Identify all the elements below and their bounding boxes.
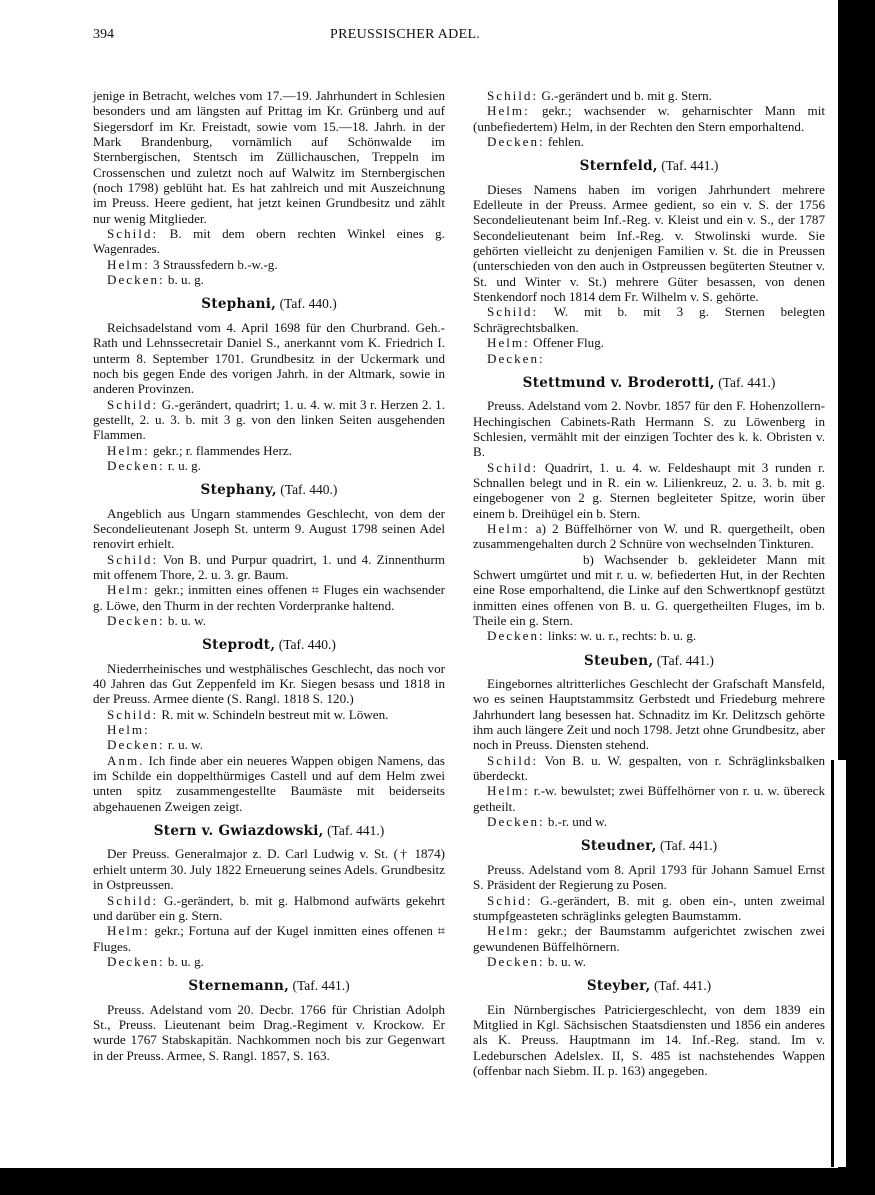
field-text: gekr.; inmitten eines offenen ⌗ Fluges ein wachsender g. Löwe, den Thurm in der rechten Vorderpranke haltend. [93,582,445,613]
blazon-field [93,613,445,628]
field-label: Schild: [107,706,159,722]
entry-name: Steyber, [586,978,651,995]
field-text: Offener Flug. [529,335,605,351]
blazon-field [473,893,825,924]
field-label: Decken: [487,628,545,644]
field-label: Schild: [487,88,539,103]
blazon-field [93,722,445,737]
field-label: Schild: [107,551,159,567]
blazon-field [93,923,445,954]
entry-name: Stettmund v. Broderotti, [522,374,715,391]
field-label: Decken: [487,350,545,366]
blazon-field [473,954,825,969]
plate-reference: (Taf. 441.) [653,978,712,994]
entry-heading [93,482,445,498]
field-label: Helm: [487,923,530,939]
blazon-field [473,88,825,103]
plate-reference: (Taf. 441.) [718,374,776,390]
field-label: Schild: [107,892,159,908]
field-text: 3 Straussfedern b.-w.-g. [149,256,278,272]
field-text: fehlen. [544,134,584,150]
entry-heading [93,637,445,653]
field-label: Decken: [107,613,165,628]
field-text: G.-gerändert und b. mit g. Stern. [538,88,712,103]
body-paragraph: Preuss. Adelstand vom 20. Decbr. 1766 für Christian Adolph St., Preuss. Lieutenant beim Drag.-Regiment v. Krockow. Er wurde 1767 Stabskapitän. Nachkommen noch bis zur Gegenwart in der Preuss. Armee, S. Rangl. 1857, S. 163. [93,1001,445,1063]
field-text: b. u. w. [544,953,586,969]
entry-heading [93,823,445,839]
entry-heading [473,158,825,174]
blazon-field [473,923,825,954]
entry-name: Stern v. Gwiazdowski, [153,823,324,840]
field-text: r. u. g. [164,457,201,473]
blazon-field [93,443,445,458]
page-number: 394 [93,27,114,42]
body-paragraph: Preuss. Adelstand vom 2. Novbr. 1857 für den F. Hohenzollern-Hechingischen Cabinets-Rath Hermann S. zu Löwenberg in Schlesien, vermählt mit der einzigen Tochter des k. k. Obristen v. B. [473,398,825,460]
entry-name: Sternemann, [188,978,290,995]
blazon-field [473,521,825,552]
field-text: r.-w. bewulstet; zwei Büffelhörner von r. u. w. übereck getheilt. [473,783,825,814]
blazon-field [93,954,445,969]
field-label: Helm: [107,923,150,939]
field-label: Decken: [107,457,165,473]
field-text: G.-gerändert, b. mit g. Halbmond aufwärts gekehrt und darüber ein g. Stern. [93,892,445,923]
blazon-field [473,814,825,829]
blazon-field [93,272,445,287]
running-title: PREUSSISCHER ADEL. [330,27,481,42]
field-text: B. mit dem obern rechten Winkel eines g. Wagenrades. [93,226,445,257]
field-label: Helm: [107,722,150,738]
field-text: Von B. u. W. gespalten, von r. Schräglinksbalken überdeckt. [473,752,825,784]
field-label: Decken: [107,953,165,969]
field-text: gekr.; der Baumstamm aufgerichtet zwischen zwei gewundenen Büffelhörnern. [473,923,825,954]
field-text: links: w. u. r., rechts: b. u. g. [544,628,697,644]
field-label: Helm: [487,335,530,351]
entry-name: Steudner, [580,838,657,855]
blazon-field [93,893,445,924]
field-label: Schild: [487,752,539,768]
right-column [473,88,825,1078]
left-column [93,88,445,1063]
field-text: G.-gerändert, quadrirt; 1. u. 4. w. mit 3 r. Herzen 2. 1. gestellt, 2. u. 3. b. mit 3 g. von den linken Seiten ausgehenden Flammen. [93,396,445,443]
scan-edge-line [831,760,834,1167]
field-label: Schild: [107,396,159,412]
blazon-field [93,582,445,613]
blazon-field [473,103,825,134]
field-text: W. mit b. mit 3 g. Sternen belegten Schrägrechtsbalken. [473,304,825,335]
blazon-field [93,226,445,257]
field-label: Decken: [487,953,545,969]
field-label: Decken: [487,134,545,150]
body-paragraph: Ein Nürnbergisches Patriciergeschlecht, von dem 1839 ein Mitglied in Kgl. Sächsischen Staatsdiensten und 1856 ein anderes als K. Preuss. Hauptmann im 14. Inf.-Reg. stand. Im v. Ledeburschen Adelslex. II, S. 485 ist nachstehendes Wappen (offenbar nach Siebm. II. p. 163) angegeben. [473,1001,825,1078]
body-paragraph: Niederrheinisches und westphälisches Geschlecht, das noch vor 40 Jahren das Gut Zeppenfeld im Kr. Siegen besass und 1818 in der Preuss. Armee diente (S. Rangl. 1818 S. 120.) [93,660,445,707]
plate-reference: (Taf. 441.) [661,158,719,174]
plate-reference: (Taf. 441.) [292,978,350,994]
plate-reference: (Taf. 441.) [659,838,718,854]
body-paragraph: b) Wachsender b. gekleideter Mann mit Schwert umgürtet und mit r. u. w. befiederten Hut, in der Rechten eine Rose emporhaltend, die Linke auf den Schwertknopf gestützt inmitten eines offenen von B. u. G. quergetheilten Fluges, im b. Theile ein g. Stern. [473,551,825,628]
field-label: Helm: [487,520,530,536]
scan-edge [835,760,846,1167]
entry-name: Steuben, [584,652,654,669]
field-text: b. u. g. [164,272,204,288]
entry-heading [473,653,825,669]
body-paragraph: Angeblich aus Ungarn stammendes Geschlecht, von dem der Secondelieutenant Joseph St. unterm 9. August 1798 seinen Adel renovirt erhielt. [93,505,445,552]
entry-heading [473,838,825,854]
body-paragraph: jenige in Betracht, welches vom 17.—19. Jahrhundert in Schlesien besonders und am längsten auf Prittag im Kr. Grünberg und auf Siegersdorf im Kr. Freistadt, sowie vom 15.—18. Jahrh. in der Mark Brandenburg, vornämlich auf Schönwalde im Sternbergischen, Stentsch im Züllichauschen, Treppeln im Crossenschen und zuletzt noch auf Walwitz im Sternbergischen (noch 1798) geblüht hat. Es hat zahlreich und mit Auszeichnung im Preuss. Heere gedient, hat jetzt keinen Grundbesitz und zählt nur wenig Mitglieder. [93,88,445,226]
blazon-field [473,134,825,149]
plate-reference: (Taf. 440.) [279,296,337,312]
field-text: b. u. g. [164,953,204,969]
field-text: Von B. und Purpur quadrirt, 1. und 4. Zinnenthurm mit offenem Thore, 2. u. 3. gr. Baum. [93,551,445,582]
field-label: Helm: [107,582,150,598]
blazon-field [473,628,825,643]
field-text: Ich finde aber ein neueres Wappen obigen Namens, das im Schilde ein doppelthürmiges Castell und auf dem Helm zwei unten spitz zusammengestellte Baumäste mit beiderseits abgehauenen Zweigen zeigt. [93,752,445,814]
field-text: gekr.; r. flammendes Herz. [149,442,292,458]
blazon-field [93,397,445,443]
field-text: Quadrirt, 1. u. 4. w. Feldeshaupt mit 3 runden r. Schnallen belegt und in R. ein w. Lilienkreuz, 2. u. 3. b. mit g. eingebogener von 2 g. Sternen begleiteter Spitze, worin über einem b. Dreihügel ein b. Stern. [473,459,825,521]
blazon-field [93,257,445,272]
entry-name: Steprodt, [202,637,276,654]
field-text: R. mit w. Schindeln bestreut mit w. Löwen. [158,706,389,722]
plate-reference: (Taf. 441.) [656,652,714,668]
field-text: gekr.; wachsender w. geharnischter Mann mit (unbefiedertem) Helm, in der Rechten den Stern emporhaltend. [473,103,825,134]
field-text: G.-gerändert, B. mit g. oben ein-, unten zweimal stumpfgeasteten schräglinks gelegten Baumstamm. [473,892,825,923]
field-text: a) 2 Büffelhörner von W. und R. quergetheilt, oben zusammengehalten durch 2 Schnüre von wechselnden Tinkturen. [473,520,825,552]
field-label: Helm: [487,783,530,799]
field-text: b. u. w. [164,613,206,628]
entry-heading [93,978,445,994]
blazon-field [93,458,445,473]
blazon-field [473,335,825,350]
blazon-field [473,304,825,335]
field-label: Schild: [107,226,159,242]
entry-name: Stephani, [201,296,277,313]
blazon-field [93,707,445,722]
blazon-field [93,552,445,583]
field-label: Anm. [107,752,145,768]
field-label: Schid: [487,892,533,908]
field-label: Helm: [487,103,530,119]
field-label: Schild: [487,304,539,320]
body-paragraph: Preuss. Adelstand vom 8. April 1793 für Johann Samuel Ernst S. Präsident der Regierung zu Posen. [473,861,825,893]
body-paragraph: Reichsadelstand vom 4. April 1698 für den Churbrand. Geh.-Rath und Lehnssecretair Daniel S., anerkannt vom K. Friedrich I. unterm 8. September 1701. Grundbesitz in der Uckermark und noch bis gegen Ende des vorigen Jahrh. in der Altmark, sowie in anderen Provinzen. [93,319,445,397]
plate-reference: (Taf. 441.) [327,823,385,839]
blazon-field [473,351,825,366]
field-text: gekr.; Fortuna auf der Kugel inmitten eines offenen ⌗ Fluges. [93,923,445,954]
plate-reference: (Taf. 440.) [280,482,338,498]
field-label: Decken: [107,272,165,288]
field-label: Helm: [107,442,150,458]
blazon-field [93,753,445,814]
entry-heading [473,978,825,994]
blazon-field [473,783,825,814]
field-label: Schild: [487,459,539,475]
blazon-field [473,753,825,784]
entry-name: Stephany, [200,482,277,499]
field-text: b.-r. und w. [544,814,608,830]
plate-reference: (Taf. 440.) [278,637,336,653]
entry-name: Sternfeld, [579,158,658,175]
field-label: Decken: [107,737,165,753]
field-text: r. u. w. [164,737,204,753]
body-paragraph: Eingebornes altritterliches Geschlecht der Grafschaft Mansfeld, wo es seinen Hauptstammsitz Gerbstedt und Friedeburg mehrere Jahrhundert lang besessen hat. Schnaditz im Kr. Delitzsch gehörte ihm auch längere Zeit und noch 1798. Jetzt ohne Grundbesitz, aber noch in Preuss. Diensten stehend. [473,676,825,753]
entry-heading [93,296,445,312]
entry-heading [473,375,825,391]
body-paragraph: Dieses Namens haben im vorigen Jahrhundert mehrere Edelleute in der Preuss. Armee gedient, so ein v. S. der 1756 Secondelieutenant beim Inf.-Reg. v. Kleist und ein v. S., der 1787 Secondelieutenant beim Inf.-Reg. v. Stwolinski wurde. Sie gehörten vielleicht zu denjenigen Familien v. St. die in Preussen (unterschieden von den auch in Ostpreussen begüterten Steutner v. St. und Winter v. St.) mehrere Güter besassen, von denen Stenkendorf noch 1814 dem Fr. Wilhelm v. S. gehörte. [473,181,825,305]
field-label: Helm: [107,256,150,272]
body-paragraph: Der Preuss. Generalmajor z. D. Carl Ludwig v. St. († 1874) erhielt unterm 30. July 1822 Erneuerung seines Adels. Grundbesitz in Ostpreussen. [93,846,445,893]
blazon-field [473,460,825,521]
blazon-field [93,737,445,752]
field-label: Decken: [487,814,545,830]
